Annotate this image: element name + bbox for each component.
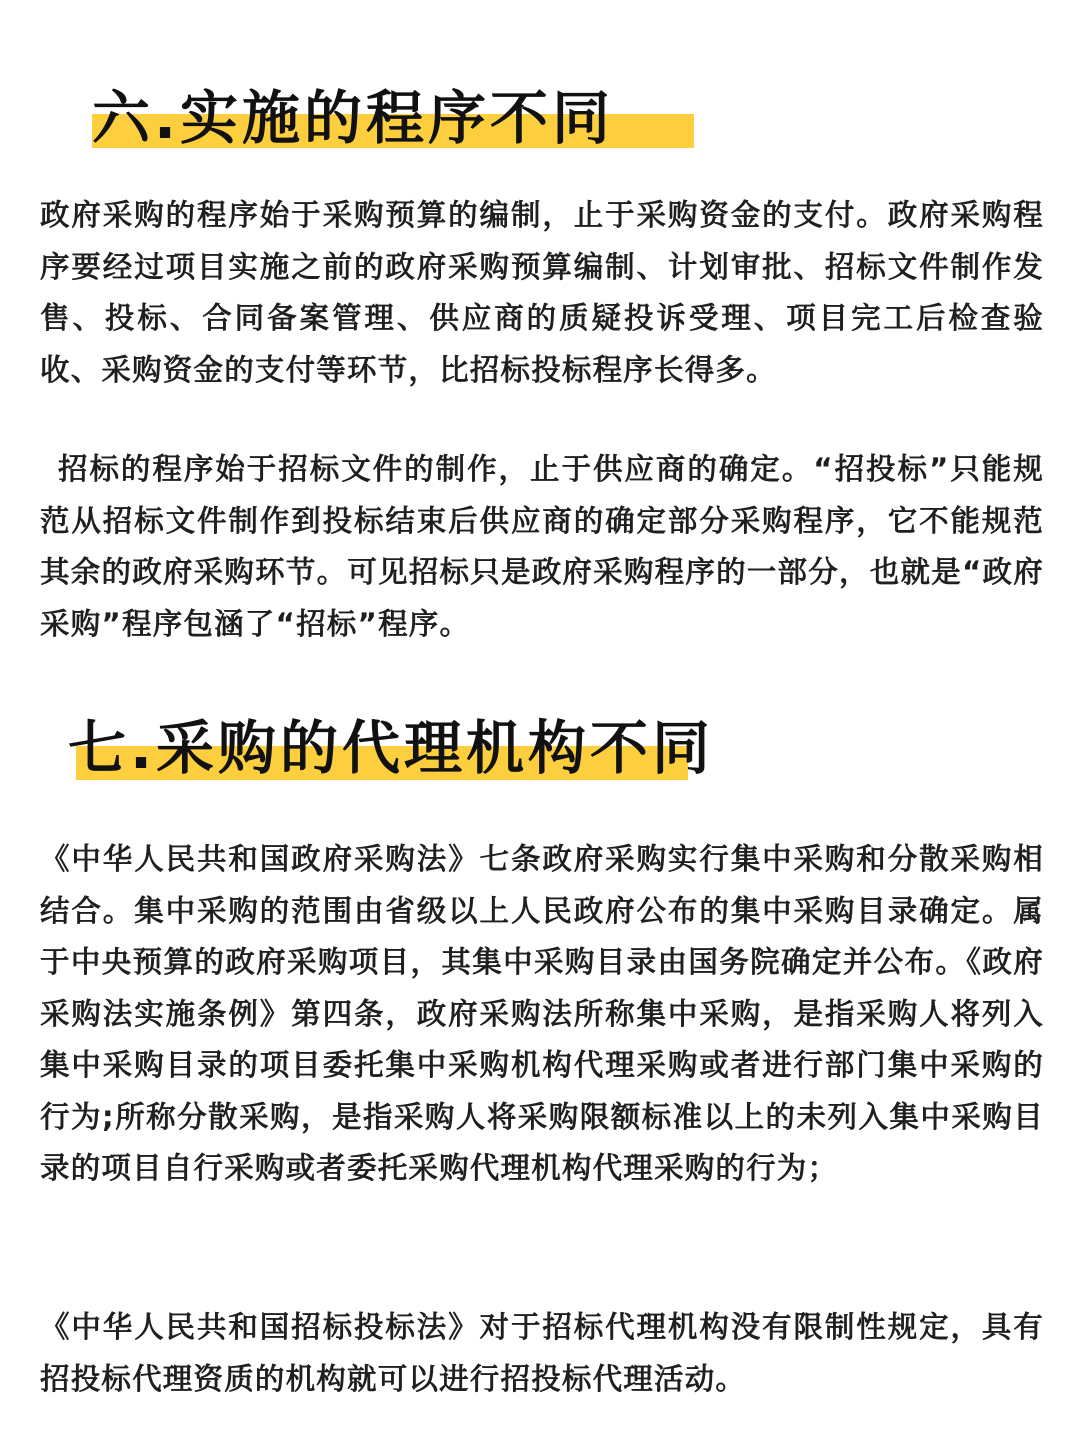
- paragraph-procurement-law: 《中华人民共和国政府采购法》七条政府采购实行集中采购和分散采购相结合。集中采购的范围由省级以上人民政府公布的集中采购目录确定。属于中央预算的政府采购项目，其集中采购目录由国务院确定并公布。《政府采购法实施条例》第四条，政府采购法所称集中采购，是指采购人将列入集中采购目录的项目委托集中采购机构代理采购或者进行部门集中采购的行为;所称分散采购，是指采购人将采购限额标准以上的未列入集中采购目录的项目自行采购或者委托采购代理机构代理采购的行为；: [40, 842, 1044, 1185]
- paragraph-procurement-procedure: 政府采购的程序始于采购预算的编制，止于采购资金的支付。政府采购程序要经过项目实施之前的政府采购预算编制、计划审批、招标文件制作发售、投标、合同备案管理、供应商的质疑投诉受理、项目完工后检查验收、采购资金的支付等环节，比招标投标程序长得多。: [40, 198, 1044, 387]
- paragraph-tender-procedure: 招标的程序始于招标文件的制作，止于供应商的确定。“招投标”只能规范从招标文件制作到投标结束后供应商的确定部分采购程序，它不能规范其余的政府采购环节。可见招标只是政府采购程序的一部分，也就是“政府采购”程序包涵了“招标”程序。: [40, 452, 1044, 641]
- section-heading-7: [68, 708, 715, 788]
- heading-title: 七.采购的代理机构不同: [68, 714, 715, 782]
- section-heading-6: [92, 78, 702, 158]
- paragraph-tender-law: 《中华人民共和国招标投标法》对于招标代理机构没有限制性规定，具有招投标代理资质的机构就可以进行招投标代理活动。: [40, 1310, 1044, 1396]
- heading-title: 六.实施的程序不同: [92, 84, 615, 152]
